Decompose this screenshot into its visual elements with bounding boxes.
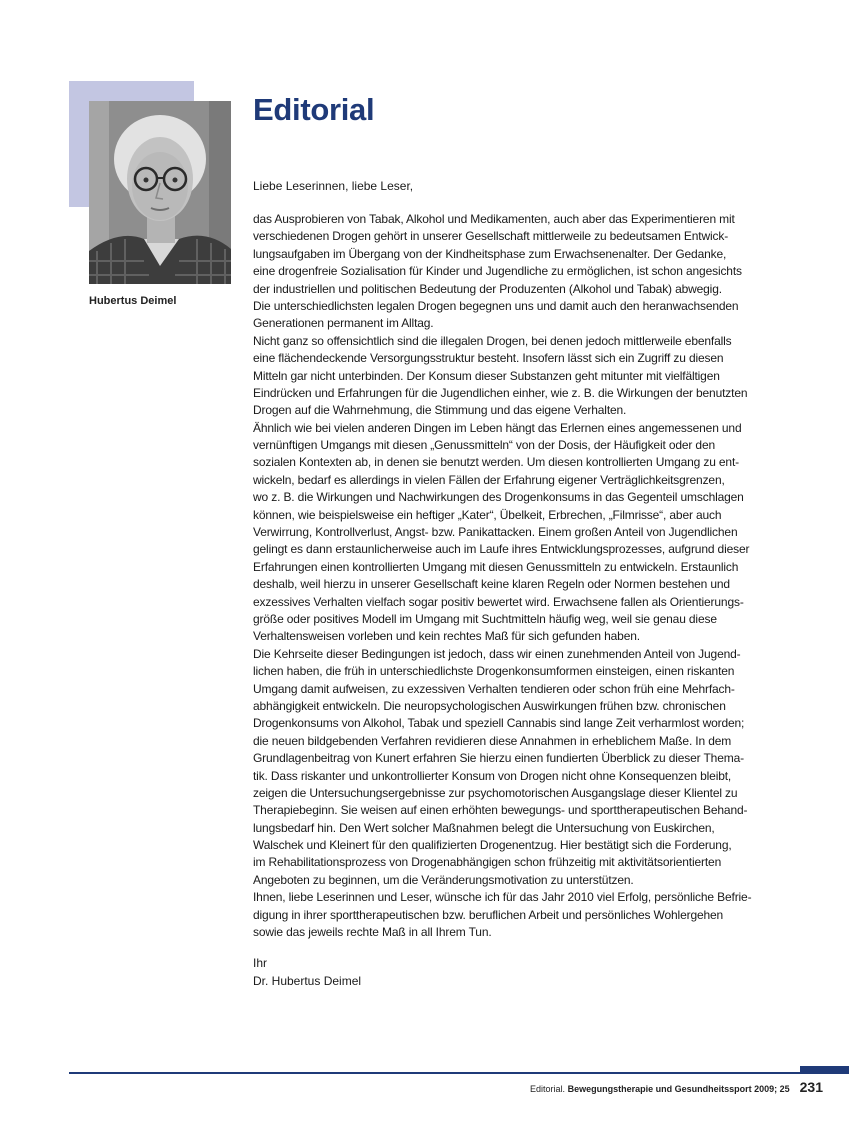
body-line: lungsaufgaben im Übergang von der Kindheitsphase zum Erwachsenenalter. Der Gedanke, [253, 246, 727, 261]
body-line: Verwirrung, Kontrollverlust, Angst- bzw. Panikattacken. Einem großen Anteil von Jugendlichen [253, 525, 738, 540]
body-line: Eindrücken und Erfahrungen für die Jugendlichen einher, wie z. B. die Wirkungen der benutzten [253, 385, 748, 400]
body-line: zeigen die Untersuchungsergebnisse zur psychomotorischen Ausgangslage dieser Klientel zu [253, 785, 738, 800]
body-line: vernünftigen Umgangs mit diesen „Genussmitteln“ von der Dosis, der Häufigkeit oder den [253, 438, 716, 453]
footer-rule [69, 1072, 849, 1074]
body-line: können, wie beispielsweise ein heftiger „Kater“, Übelkeit, Erbrechen, „Filmrisse“, aber auch [253, 507, 722, 522]
body-line: Ähnlich wie bei vielen anderen Dingen im Leben hängt das Erlernen eines angemessenen und [253, 420, 742, 435]
portrait-photo-icon [89, 101, 231, 284]
body-line: Die Kehrseite dieser Bedingungen ist jedoch, dass wir einen zunehmenden Anteil von Jugend- [253, 646, 741, 661]
page-number: 231 [799, 1079, 823, 1095]
footer-citation [530, 1079, 823, 1095]
body-line: Grundlagenbeitrag von Kunert erfahren Sie hierzu einen fundierten Überblick zu dieser Thema- [253, 751, 744, 766]
editorial-body [253, 211, 793, 941]
body-line: Verhaltensweisen vorleben und kein rechtes Maß für sich gefunden haben. [253, 629, 640, 644]
footer-accent-bar [800, 1066, 849, 1073]
body-line: Mitteln gar nicht unterbinden. Der Konsum dieser Substanzen geht mitunter mit vielfältigen [253, 368, 720, 383]
body-line: sowie das jeweils rechte Maß in all Ihrem Tun. [253, 925, 492, 940]
body-line: größe oder positives Modell im Umgang mit Suchtmitteln häufig weg, weil sie genau diese [253, 611, 717, 626]
body-line: Drogenkonsums von Alkohol, Tabak und speziell Cannabis sind lange Zeit verharmlost worden; [253, 716, 745, 731]
body-line: Generationen permanent im Alltag. [253, 316, 434, 331]
page-title: Editorial [253, 92, 375, 127]
body-line: der industriellen und politischen Bedeutung der Produzenten (Alkohol und Tabak) abwegig. [253, 281, 722, 296]
body-line: wo z. B. die Wirkungen und Nachwirkungen des Drogenkonsums in das Gegenteil umschlagen [253, 490, 744, 505]
body-line: deshalb, weil hierzu in unserer Gesellschaft keine klaren Regeln oder Normen bestehen und [253, 577, 730, 592]
body-line: lichen haben, die früh in unterschiedlichste Drogenkonsumformen einsteigen, einen riskanten [253, 664, 735, 679]
salutation: Liebe Leserinnen, liebe Leser, [253, 179, 414, 193]
body-line: eine drogenfreie Sozialisation für Kinder und Jugendliche zu ermöglichen, ist schon angesichts [253, 264, 742, 279]
body-line: verschiedenen Drogen gehört in unserer Gesellschaft mittlerweile zu bedeutsamen Entwick- [253, 229, 729, 244]
body-line: gelingt es dann erstaunlicherweise auch im Laufe ihres Entwicklungsprozesses, aufgrund dieser [253, 542, 750, 557]
signature: Dr. Hubertus Deimel [253, 973, 362, 988]
body-line: lungsbedarf hin. Den Wert solcher Maßnahmen belegt die Untersuchung von Euskirchen, [253, 820, 715, 835]
body-line: exzessives Verhalten vielfach sogar positiv bewertet wird. Erwachsene fallen als Orientierungs- [253, 594, 744, 609]
body-line: im Rehabilitationsprozess von Drogenabhängigen schon frühzeitig mit aktivitätsorientierten [253, 855, 722, 870]
body-line: abhängigkeit entwickeln. Die neuropsychologischen Auswirkungen frühen bzw. chronischen [253, 698, 726, 713]
body-line: Die unterschiedlichsten legalen Drogen begegnen uns und damit auch den heranwachsenden [253, 298, 739, 313]
body-line: die neuen bildgebenden Verfahren revidieren diese Annahmen in erheblichem Maße. In dem [253, 733, 732, 748]
closing-text: Ihr [253, 956, 268, 970]
footer-section: Editorial. [530, 1084, 566, 1094]
body-line: Therapiebeginn. Sie weisen auf einen erhöhten bewegungs- und sporttherapeutischen Behand- [253, 803, 748, 818]
body-line: sozialen Kontexten ab, in denen sie benutzt werden. Um diesen kontrollierten Umgang zu ent- [253, 455, 739, 470]
body-line: Angeboten zu beginnen, um die Veränderungsmotivation zu unterstützen. [253, 872, 634, 887]
body-line: wickeln, bedarf es allerdings in vielen Fällen der Erfahrung eigener Verträglichkeitsgrenzen, [253, 472, 725, 487]
body-line: Umgang damit aufweisen, zu exzessiven Verhalten tendieren oder schon früh eine Mehrfach- [253, 681, 735, 696]
body-line: eine flächendeckende Versorgungsstruktur besteht. Insofern lässt sich ein Zugriff zu diesen [253, 351, 724, 366]
body-line: Walschek und Kleinert für den qualifizierten Drogenentzug. Hier bestätigt sich die Forderung, [253, 838, 732, 853]
body-line: Ihnen, liebe Leserinnen und Leser, wünsche ich für das Jahr 2010 viel Erfolg, persönliche Befrie- [253, 890, 752, 905]
author-caption: Hubertus Deimel [89, 295, 177, 307]
body-line: tik. Dass riskanter und unkontrollierter Konsum von Drogen nicht ohne Konsequenzen bleibt, [253, 768, 732, 783]
sign-off [253, 955, 361, 990]
body-line: Drogen auf die Wahrnehmung, die Stimmung und das eigene Verhalten. [253, 403, 627, 418]
body-line: Nicht ganz so offensichtlich sind die illegalen Drogen, bei denen jedoch mittlerweile ebenfalls [253, 333, 732, 348]
body-line: Erfahrungen einen kontrollierten Umgang mit diesen Genussmitteln zu entwickeln. Erstaunlich [253, 559, 739, 574]
body-line: digung in ihrer sporttherapeutischen bzw. beruflichen Arbeit und persönliches Wohlergehen [253, 907, 724, 922]
footer-journal: Bewegungstherapie und Gesundheitssport 2009; 25 [567, 1084, 790, 1094]
author-portrait-photo [89, 101, 231, 284]
body-line: das Ausprobieren von Tabak, Alkohol und Medikamenten, auch aber das Experimentieren mit [253, 212, 735, 226]
